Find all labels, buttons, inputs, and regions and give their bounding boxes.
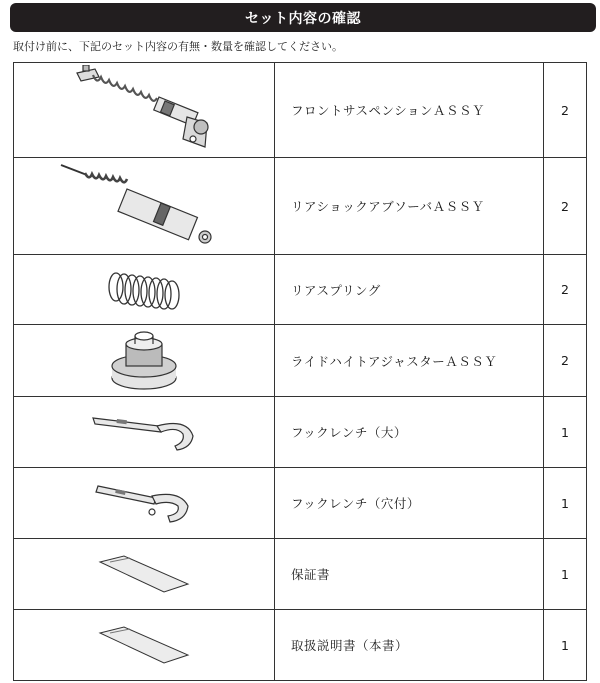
table-row	[14, 158, 587, 255]
item-qty: 1	[544, 610, 587, 681]
rear-spring-icon	[104, 265, 184, 315]
item-qty: 2	[544, 255, 587, 325]
item-name: 保証書	[275, 539, 544, 610]
warranty-card-icon	[94, 554, 194, 594]
item-name: リアスプリング	[275, 255, 544, 325]
item-name: リアショックアブソーバＡＳＳＹ	[275, 158, 544, 255]
item-qty: 1	[544, 397, 587, 468]
rear-shock-absorber-icon	[59, 161, 229, 251]
item-name: フックレンチ（穴付）	[275, 468, 544, 539]
table-row	[14, 397, 587, 468]
instruction-text: 取付け前に、下記のセット内容の有無・数量を確認してください。	[13, 40, 343, 53]
section-header	[10, 3, 596, 32]
table-row	[14, 539, 587, 610]
front-suspension-assy-icon	[69, 65, 219, 155]
ride-height-adjuster-icon	[104, 330, 184, 392]
item-qty: 2	[544, 63, 587, 158]
hook-wrench-holed-icon	[94, 480, 194, 526]
item-qty: 1	[544, 468, 587, 539]
table-row	[14, 468, 587, 539]
item-qty: 2	[544, 158, 587, 255]
item-name: ライドハイトアジャスターＡＳＳＹ	[275, 325, 544, 397]
item-name: フロントサスペンションＡＳＳＹ	[275, 63, 544, 158]
item-name: 取扱説明書（本書）	[275, 610, 544, 681]
item-qty: 1	[544, 539, 587, 610]
section-title: セット内容の確認	[245, 10, 361, 27]
table-row	[14, 255, 587, 325]
parts-table	[13, 62, 587, 681]
table-row	[14, 63, 587, 158]
instruction-manual-icon	[94, 625, 194, 665]
table-row	[14, 610, 587, 681]
item-name: フックレンチ（大）	[275, 397, 544, 468]
table-row	[14, 325, 587, 397]
hook-wrench-large-icon	[89, 412, 199, 452]
item-qty: 2	[544, 325, 587, 397]
